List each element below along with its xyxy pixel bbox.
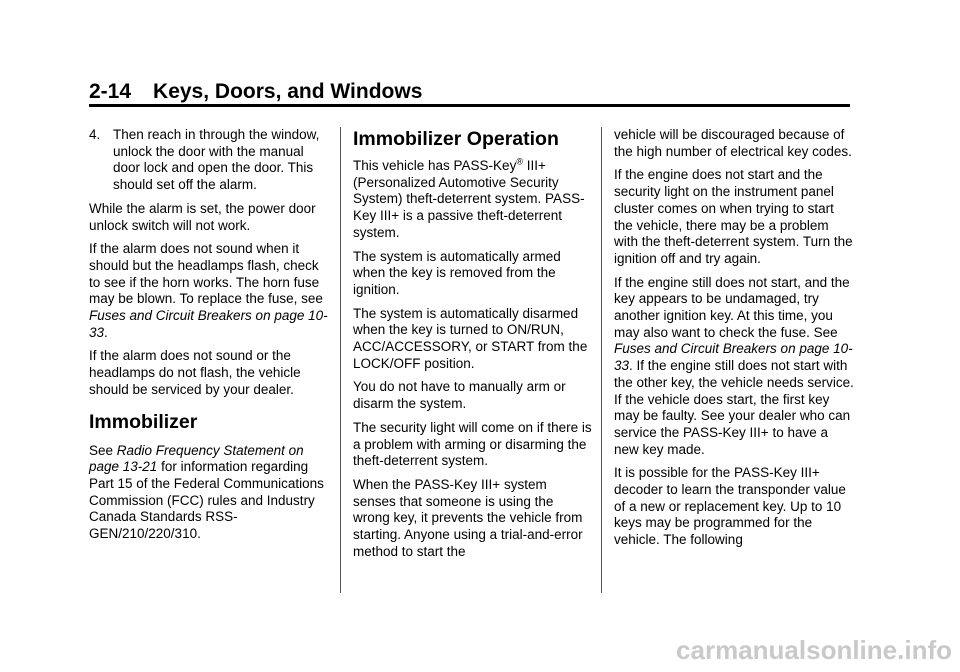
paragraph: You do not have to manually arm or disarm the system. (353, 379, 566, 412)
page-number: 2-14 (89, 80, 132, 103)
section-heading-immobilizer-operation: Immobilizer Operation (353, 128, 559, 150)
paragraph (89, 443, 329, 543)
watermark: carmanualsonline.info (676, 635, 952, 665)
registered-mark: ® (516, 156, 523, 167)
list-number: 4. (89, 127, 101, 142)
column-right (614, 127, 854, 556)
page-header (89, 80, 422, 104)
cross-reference-link[interactable]: Fuses and Circuit Breakers on page 10-33 (614, 341, 853, 374)
text-run: for information regarding Part 15 of the Federal Communications Commission (FCC) rules and Industry Canada Standards RSS-GEN/210/220/310. (89, 459, 324, 542)
column-divider (340, 127, 341, 593)
column-divider (601, 127, 602, 593)
text-run: III+ (Personalized Automotive Security System) theft-deterrent system. PASS-Key III+ is a passive theft-deterrent system. (353, 158, 585, 240)
paragraph (614, 275, 854, 459)
column-left (89, 127, 329, 550)
text-run: . (104, 324, 108, 340)
column-middle (353, 127, 593, 567)
paragraph: While the alarm is set, the power door unlock switch will not work. (89, 200, 316, 233)
paragraph: vehicle will be discouraged because of the high number of electrical key codes. (614, 127, 852, 159)
paragraph: If the alarm does not sound or the headlamps do not flash, the vehicle should be serviced by your dealer. (89, 348, 301, 397)
paragraph (353, 158, 593, 242)
paragraph: If the engine does not start and the security light on the instrument panel cluster comes on when trying to start the vehicle, there may be a problem with the theft-deterrent system. Turn the ignition off and try again. (614, 167, 853, 266)
paragraph (89, 241, 329, 341)
paragraph: It is possible for the PASS-Key III+ decoder to learn the transponder value of a new or replacement key. Up to 10 keys may be programmed for the vehicle. The following (614, 465, 846, 548)
text-run: This vehicle has PASS-Key (353, 158, 517, 173)
list-text: Then reach in through the window, unlock the door with the manual door lock and open the door. This should set off the alarm. (113, 127, 320, 193)
text-run: If the alarm does not sound when it should but the headlamps flash, check to see if the horn works. The horn fuse may be blown. To replace the fuse, see (89, 241, 323, 307)
list-item (89, 127, 329, 194)
paragraph: The security light will come on if there is a problem with arming or disarming the theft-deterrent system. (353, 419, 592, 469)
cross-reference-link[interactable]: Radio Frequency Statement on page 13-21 (89, 442, 304, 475)
text-run: . If the engine still does not start with the other key, the vehicle needs service. If the vehicle does start, the first key may be faulty. See your dealer who can service the PASS-Key III+ to have a new key made. (614, 358, 854, 457)
paragraph: The system is automatically disarmed when the key is turned to ON/RUN, ACC/ACCESSORY, or START from the LOCK/OFF position. (353, 305, 588, 371)
header-rule (89, 104, 850, 107)
text-run: If the engine still does not start, and the key appears to be undamaged, try another ignition key. At this time, you may also want to check the fuse. See (614, 274, 850, 340)
paragraph: The system is automatically armed when the key is removed from the ignition. (353, 248, 561, 297)
text-run: See (89, 442, 117, 458)
section-title: Keys, Doors, and Windows (153, 80, 423, 103)
cross-reference-link[interactable]: Fuses and Circuit Breakers on page 10-33 (89, 308, 328, 340)
section-heading-immobilizer: Immobilizer (89, 410, 198, 433)
paragraph: When the PASS-Key III+ system senses that someone is using the wrong key, it prevents the vehicle from starting. Anyone using a trial-and-error method to start the (353, 476, 583, 559)
